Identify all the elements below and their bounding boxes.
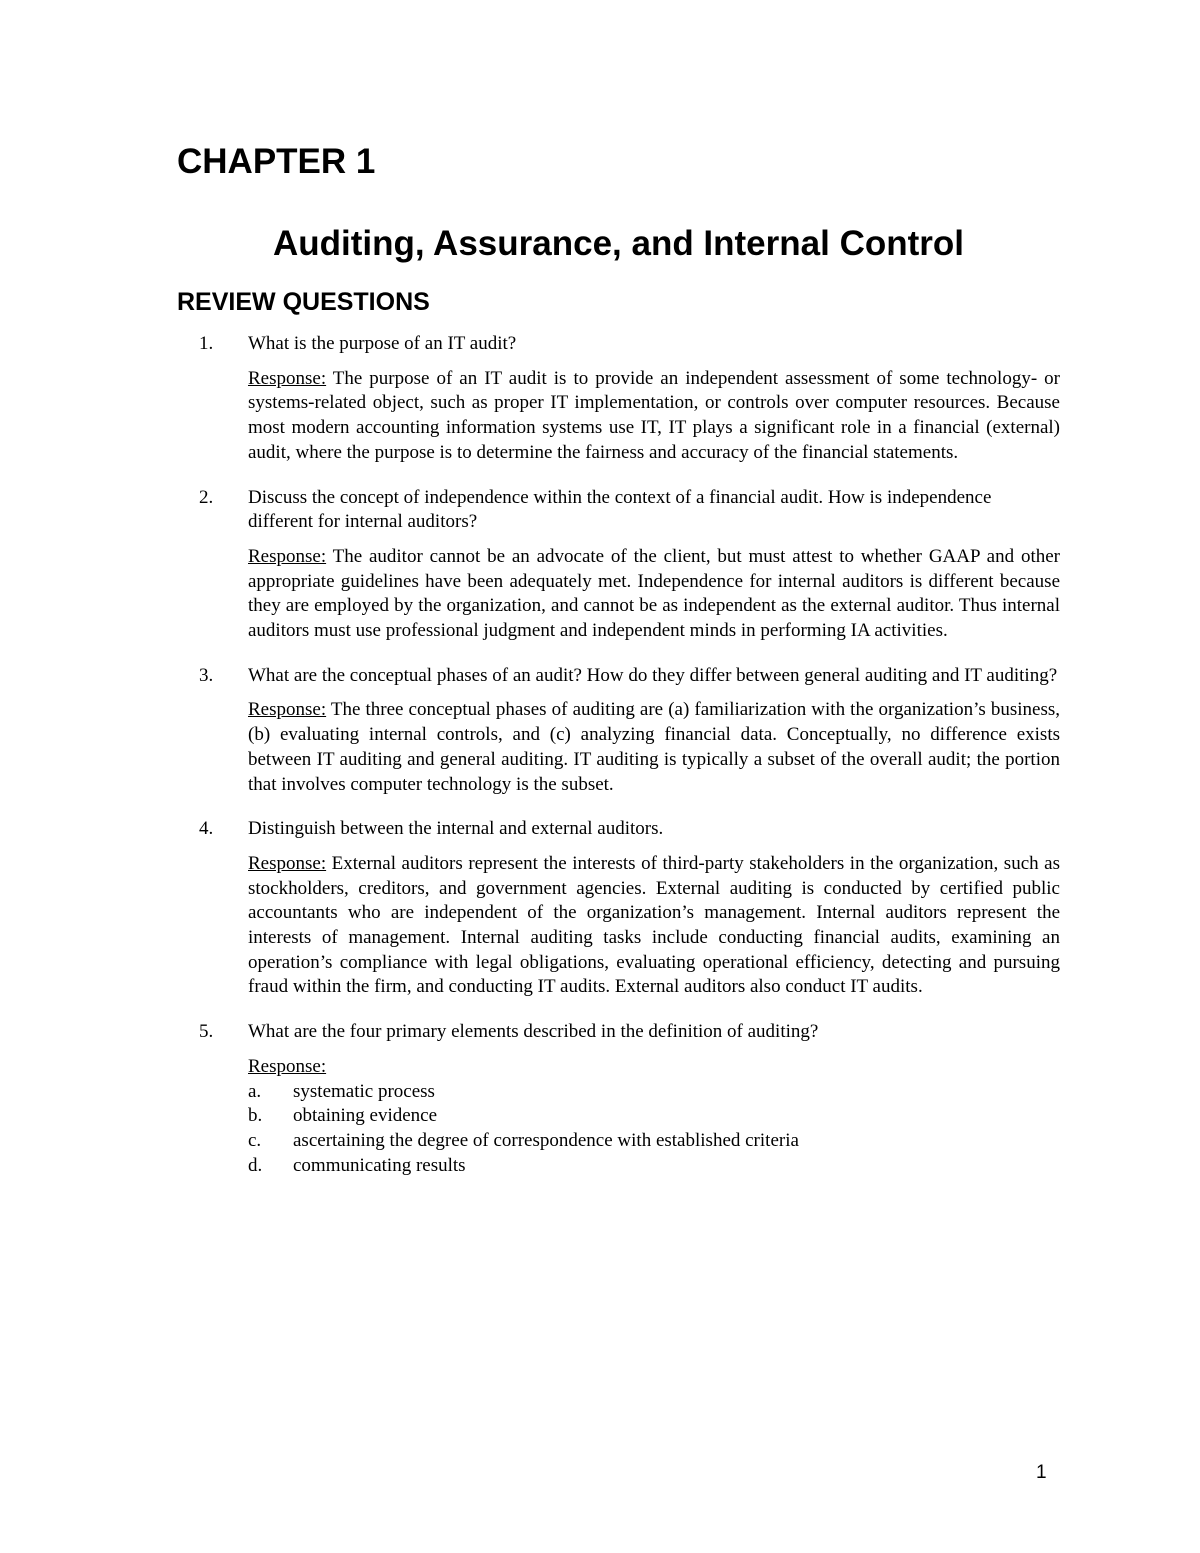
list-item bbox=[248, 1080, 1060, 1105]
list-text: obtaining evidence bbox=[293, 1105, 438, 1127]
question-item bbox=[199, 817, 1060, 1000]
response-label: Response: bbox=[248, 699, 327, 721]
list-letter: a. bbox=[248, 1080, 262, 1102]
list-text: systematic process bbox=[293, 1080, 435, 1102]
response-text: The three conceptual phases of auditing are (a) familiarization with the organization’s business, (b) evaluating internal controls, and (c) analyzing financial data. Conceptually, no difference exists between IT auditing and general auditing. IT auditing is typically a subset of the overall audit; the portion that involves computer technology is the subset. bbox=[248, 699, 1060, 795]
question-text: What are the conceptual phases of an audit? How do they differ between general auditing and IT auditing? bbox=[248, 664, 1058, 686]
element-list bbox=[248, 1080, 1060, 1179]
question-item bbox=[199, 664, 1060, 798]
question-item bbox=[199, 1020, 1060, 1178]
question-item bbox=[199, 332, 1060, 466]
list-item bbox=[248, 1154, 1060, 1179]
question-text: Discuss the concept of independence within the context of a financial audit. How is independence different for internal auditors? bbox=[248, 486, 992, 533]
response-label: Response: bbox=[248, 545, 327, 567]
list-text: communicating results bbox=[293, 1154, 466, 1176]
response-paragraph bbox=[248, 545, 1060, 644]
page-number: 1 bbox=[1036, 1462, 1047, 1483]
response-paragraph bbox=[248, 852, 1060, 1000]
question-number: 5. bbox=[199, 1021, 214, 1043]
section-heading: REVIEW QUESTIONS bbox=[177, 288, 430, 316]
list-item bbox=[248, 1104, 1060, 1129]
response-paragraph bbox=[248, 698, 1060, 797]
response-text: External auditors represent the interests of third-party stakeholders in the organization, such as stockholders, creditors, and government agencies. External auditing is conducted by certified public accountants who are independent of the organization’s management. Internal auditors represent the interests of management. Internal auditing tasks include conducting financial audits, examining an operation’s compliance with legal obligations, evaluating operational efficiency, detecting and pursuing fraud within the firm, and conducting IT audits. External auditors also conduct IT audits. bbox=[248, 852, 1060, 998]
response-paragraph bbox=[248, 1055, 1060, 1080]
response-text: The purpose of an IT audit is to provide an independent assessment of some technology- or systems-related object, such as proper IT implementation, or controls over computer resources. Because most modern accounting information systems use IT, IT plays a significant role in a financial (external) audit, where the purpose is to determine the fairness and accuracy of the financial statements. bbox=[248, 367, 1060, 463]
response-text: The auditor cannot be an advocate of the client, but must attest to whether GAAP and other appropriate guidelines have been adequately met. Independence for internal auditors is different because they are employed by the organization, and cannot be as independent as the external auditor. Thus internal auditors must use professional judgment and independent minds in performing IA activities. bbox=[248, 545, 1060, 642]
response-label: Response: bbox=[248, 1055, 327, 1077]
question-text: What is the purpose of an IT audit? bbox=[248, 333, 517, 354]
list-letter: d. bbox=[248, 1154, 263, 1176]
chapter-title: Auditing, Assurance, and Internal Control bbox=[273, 224, 964, 263]
list-text: ascertaining the degree of correspondence with established criteria bbox=[293, 1129, 799, 1151]
question-number: 3. bbox=[199, 664, 214, 686]
response-label: Response: bbox=[248, 852, 327, 874]
list-letter: b. bbox=[248, 1105, 263, 1127]
response-label: Response: bbox=[248, 367, 327, 389]
list-letter: c. bbox=[248, 1129, 262, 1151]
question-number: 2. bbox=[199, 486, 214, 508]
response-paragraph bbox=[248, 367, 1060, 466]
question-number: 4. bbox=[199, 818, 214, 840]
question-text: Distinguish between the internal and external auditors. bbox=[248, 818, 664, 840]
question-number: 1. bbox=[199, 333, 214, 354]
question-item bbox=[199, 486, 1060, 644]
list-item bbox=[248, 1129, 1060, 1154]
question-text: What are the four primary elements described in the definition of auditing? bbox=[248, 1021, 819, 1043]
chapter-heading: CHAPTER 1 bbox=[177, 142, 376, 181]
questions-list bbox=[0, 332, 1200, 1198]
